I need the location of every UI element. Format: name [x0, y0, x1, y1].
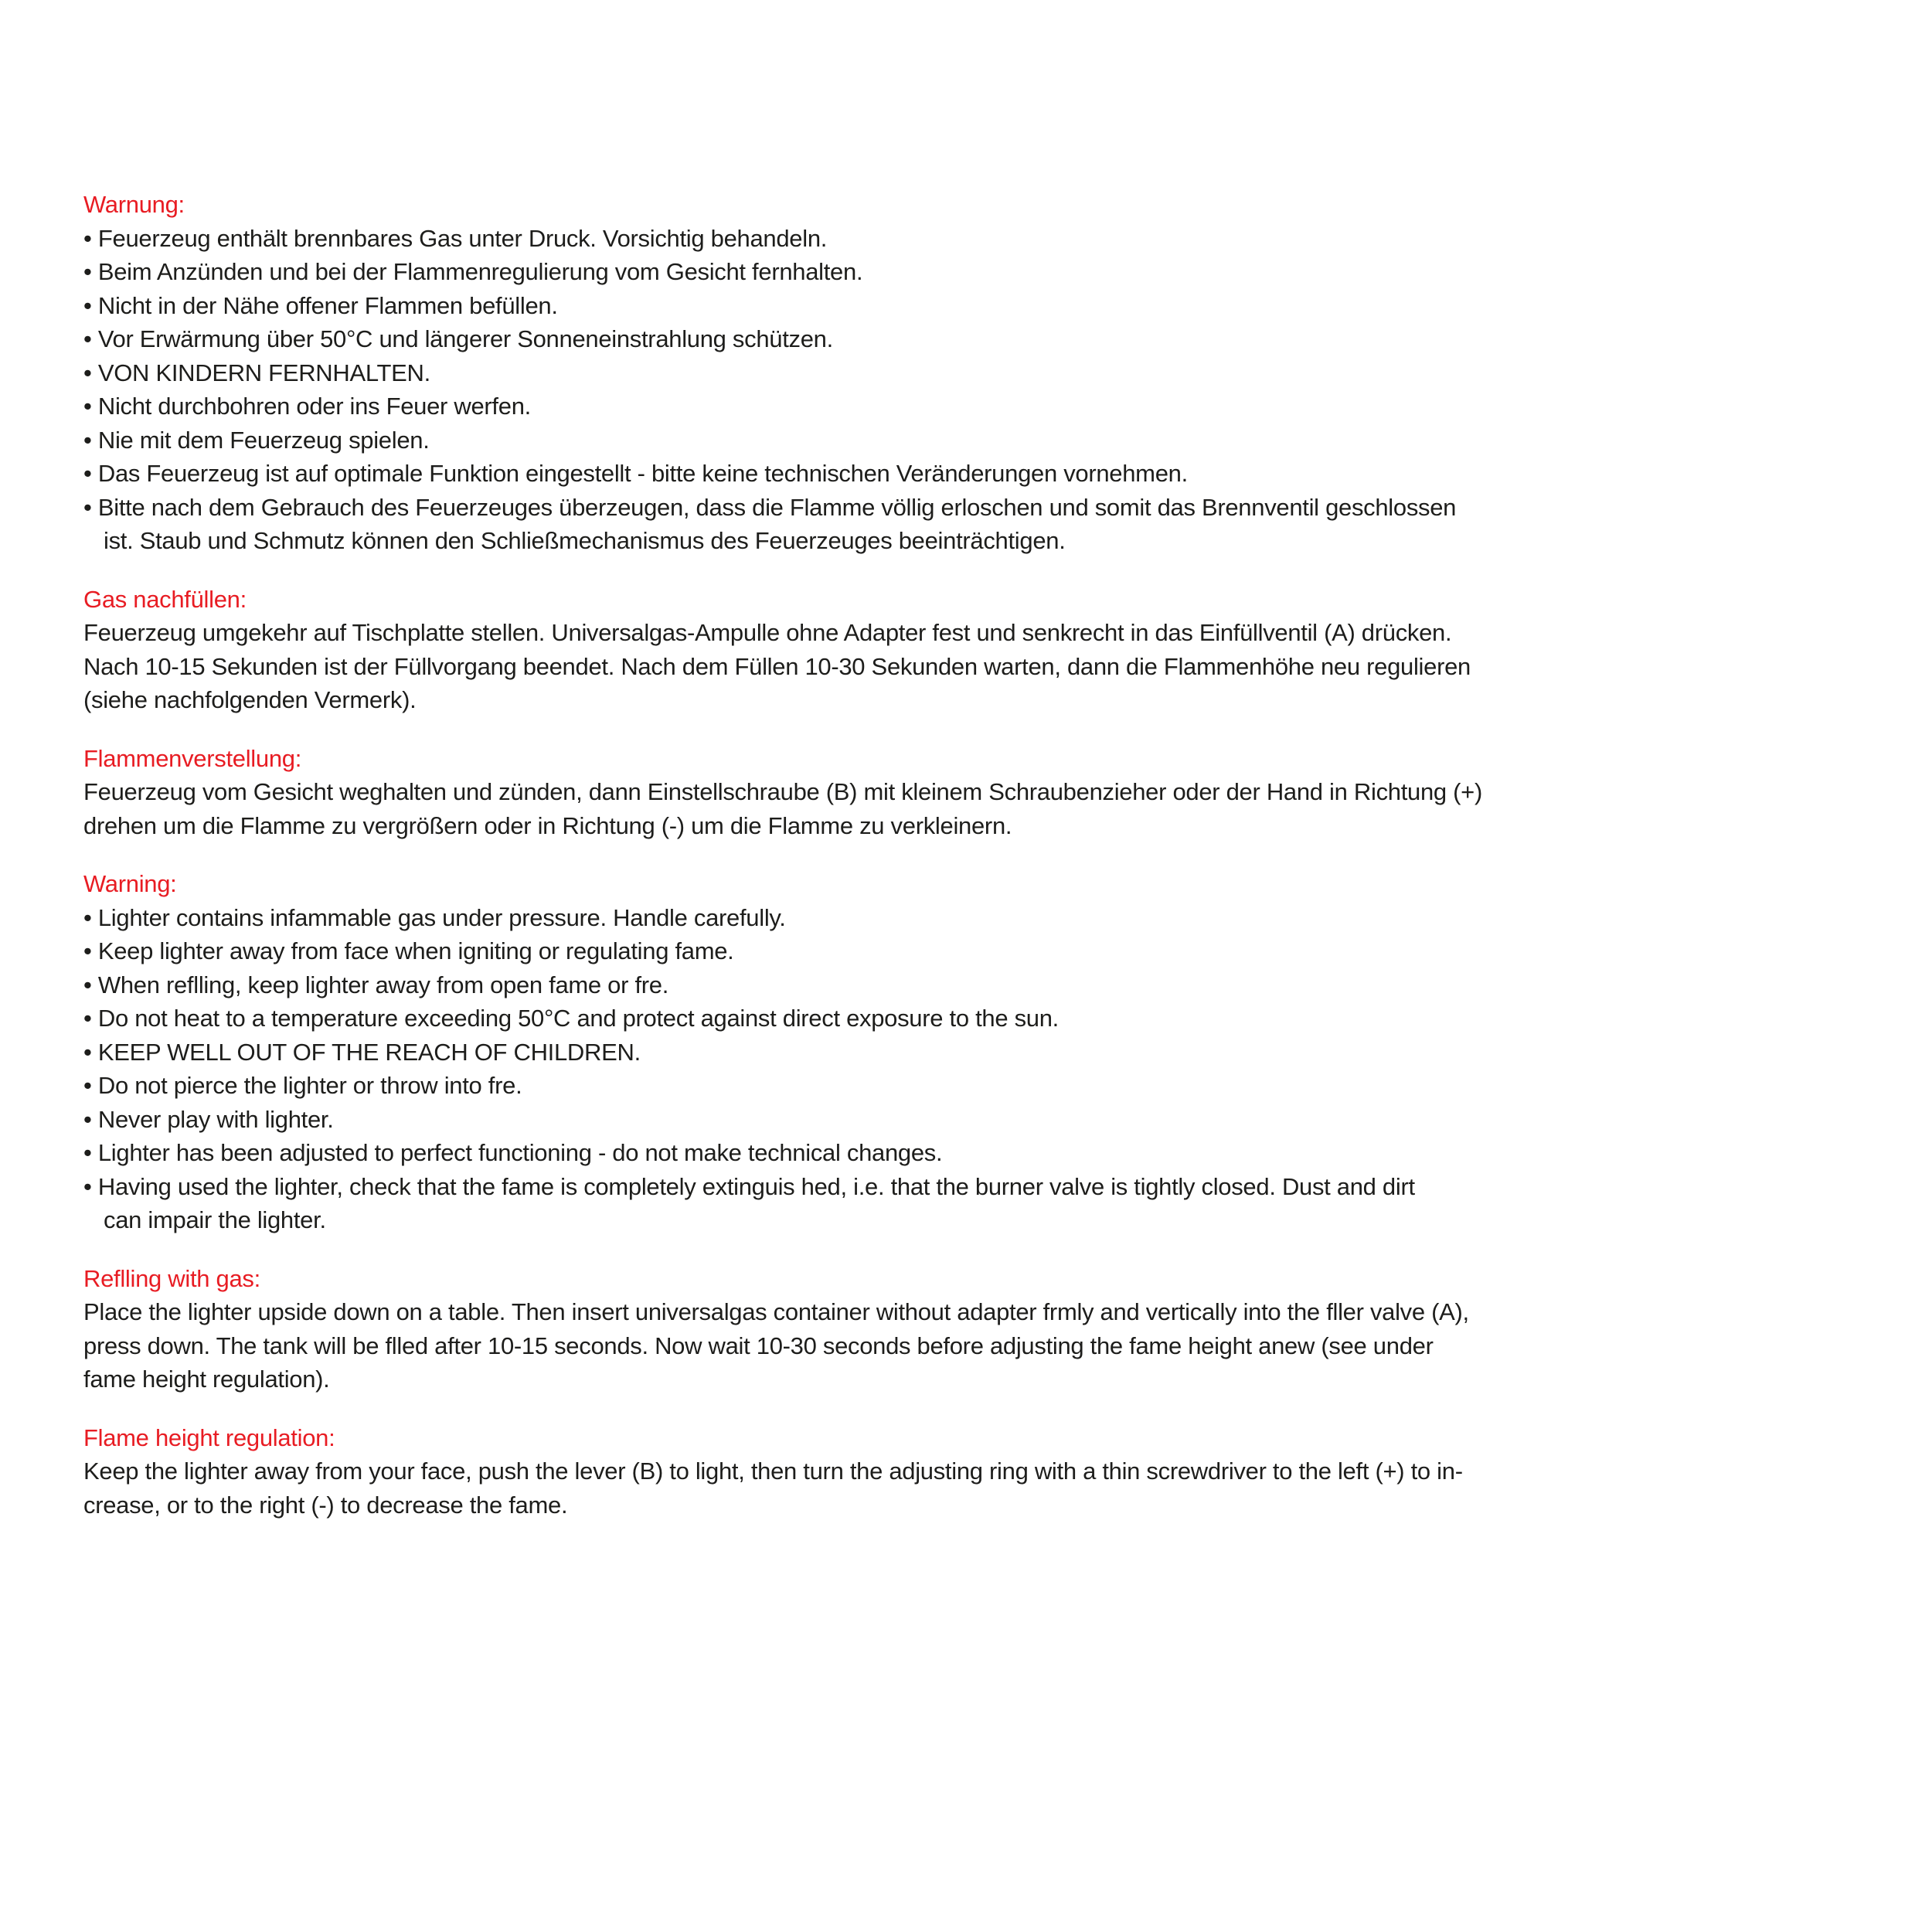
- text-line: • Beim Anzünden und bei der Flammenregulierung vom Gesicht fernhalten.: [83, 258, 863, 285]
- instruction-section: [83, 188, 1799, 558]
- section-heading: Flame height regulation:: [83, 1423, 335, 1451]
- section-heading: Gas nachfüllen:: [83, 585, 247, 613]
- instruction-section: [83, 1262, 1799, 1396]
- text-line: • KEEP WELL OUT OF THE REACH OF CHILDREN.: [83, 1038, 641, 1066]
- instruction-section: [83, 1421, 1799, 1522]
- instruction-section: [83, 583, 1799, 717]
- text-line: • Vor Erwärmung über 50°C und längerer Sonneneinstrahlung schützen.: [83, 325, 833, 352]
- text-line: • Having used the lighter, check that the fame is completely extinguis hed, i.e. that the burner valve is tightly closed. Dust and dirt: [83, 1172, 1415, 1200]
- text-line: press down. The tank will be flled after 10-15 seconds. Now wait 10-30 seconds before adjusting the fame height anew (see under: [83, 1332, 1434, 1359]
- text-line: Place the lighter upside down on a table. Then insert universalgas container without adapter frmly and vertically into the fller valve (A),: [83, 1298, 1469, 1325]
- text-line: • Do not pierce the lighter or throw into fre.: [83, 1072, 522, 1099]
- text-line: crease, or to the right (-) to decrease the fame.: [83, 1491, 568, 1519]
- text-line: • Nicht in der Nähe offener Flammen befüllen.: [83, 291, 558, 319]
- text-line: • Lighter has been adjusted to perfect functioning - do not make technical changes.: [83, 1139, 943, 1166]
- instruction-section: [83, 867, 1799, 1237]
- text-line: can impair the lighter.: [104, 1206, 326, 1233]
- text-line: Nach 10-15 Sekunden ist der Füllvorgang beendet. Nach dem Füllen 10-30 Sekunden warten, dann die Flammenhöhe neu regulieren: [83, 652, 1471, 680]
- text-line: Keep the lighter away from your face, push the lever (B) to light, then turn the adjusting ring with a thin screwdriver to the left (+) to in-: [83, 1458, 1463, 1485]
- section-heading: Warning:: [83, 870, 177, 897]
- text-line: drehen um die Flamme zu vergrößern oder in Richtung (-) um die Flamme zu verkleinern.: [83, 811, 1012, 839]
- text-line: • When reflling, keep lighter away from open fame or fre.: [83, 971, 669, 998]
- instruction-section: [83, 742, 1799, 843]
- text-line: Feuerzeug vom Gesicht weghalten und zünden, dann Einstellschraube (B) mit kleinem Schraubenzieher oder der Hand in Richtung (+): [83, 778, 1483, 805]
- text-line: • Nicht durchbohren oder ins Feuer werfen.: [83, 393, 531, 420]
- section-heading: Warnung:: [83, 191, 185, 218]
- text-line: • Das Feuerzeug ist auf optimale Funktion eingestellt - bitte keine technischen Veränderungen vornehmen.: [83, 460, 1188, 487]
- section-heading: Reflling with gas:: [83, 1264, 260, 1292]
- section-heading: Flammenverstellung:: [83, 744, 302, 772]
- text-line: • Nie mit dem Feuerzeug spielen.: [83, 426, 430, 454]
- text-line: (siehe nachfolgenden Vermerk).: [83, 686, 417, 713]
- instructions-text-block: [83, 188, 1799, 1546]
- text-line: ist. Staub und Schmutz können den Schließmechanismus des Feuerzeuges beeinträchtigen.: [104, 527, 1066, 554]
- text-line: • Do not heat to a temperature exceeding 50°C and protect against direct exposure to the sun.: [83, 1005, 1059, 1032]
- text-line: • Lighter contains infammable gas under pressure. Handle carefully.: [83, 903, 786, 931]
- text-line: • Never play with lighter.: [83, 1105, 334, 1133]
- text-line: Feuerzeug umgekehr auf Tischplatte stellen. Universalgas-Ampulle ohne Adapter fest und senkrecht in das Einfüllventil (A) drücken.: [83, 619, 1452, 646]
- text-line: • Keep lighter away from face when igniting or regulating fame.: [83, 937, 734, 964]
- text-line: fame height regulation).: [83, 1366, 330, 1393]
- text-line: • Feuerzeug enthält brennbares Gas unter Druck. Vorsichtig behandeln.: [83, 224, 828, 252]
- text-line: • Bitte nach dem Gebrauch des Feuerzeuges überzeugen, dass die Flamme völlig erloschen und somit das Brennventil geschlossen: [83, 493, 1457, 521]
- text-line: • VON KINDERN FERNHALTEN.: [83, 359, 430, 386]
